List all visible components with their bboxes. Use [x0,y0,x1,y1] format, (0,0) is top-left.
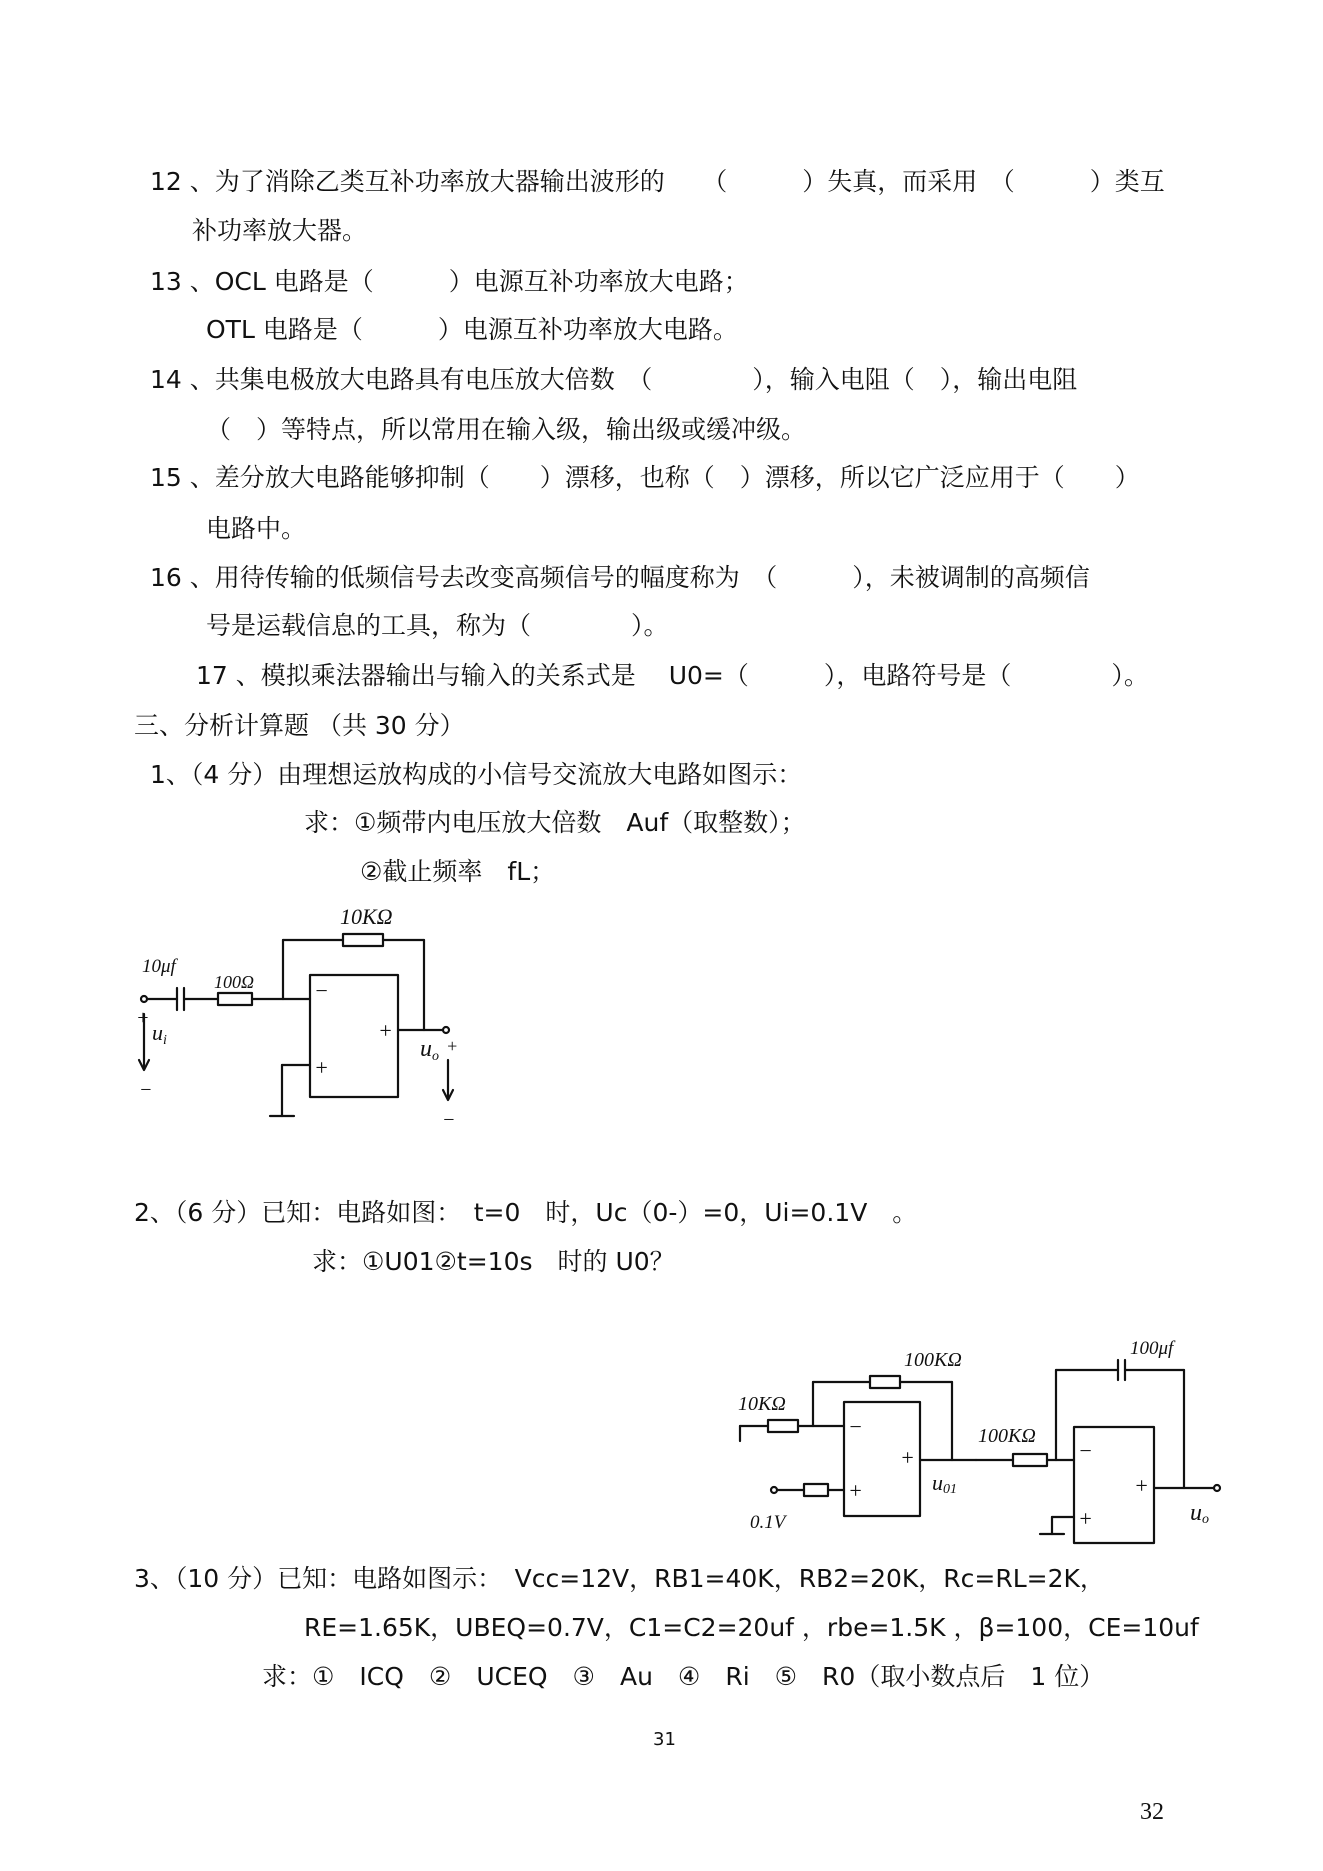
q1-input-resistor [218,993,252,1005]
q2-final-output-label: uo [1190,1500,1209,1527]
q1-feedback-resistor [343,934,383,946]
q1-circuit-diagram [130,900,480,1130]
q1-input-resistor-label: 100Ω [214,972,255,992]
q2-opamp-2-plus: + [1078,1506,1093,1531]
q1-ask2: ②截止频率 fL； [360,857,556,886]
question-12-line2: 补功率放大器。 [192,216,368,245]
q1-input-voltage-label: ui [152,1020,167,1048]
q2-opamp-2-output-sign: + [1134,1473,1149,1498]
q2-stem: 2、（6 分）已知：电路如图： t=0 时，Uc（0-）=0，Ui=0.1V 。 [134,1198,918,1227]
q3-params: RE=1.65K，UBEQ=0.7V，C1=C2=20uf ，rbe=1.5K ，β=100，CE=10uf [304,1613,1199,1642]
q1-input-plus: + [136,1007,150,1029]
q1-output-terminal [443,1027,449,1033]
question-15-line1: 15 、差分放大电路能够抑制（ ）漂移，也称（ ）漂移，所以它广泛应用于（ ） [150,463,1140,492]
q1-stem: 1、（4 分）由理想运放构成的小信号交流放大电路如图示： [150,760,803,789]
question-15-line2: 电路中。 [206,514,307,543]
outer-page-number: 32 [1140,1799,1164,1825]
q1-output-voltage-label: uo [420,1036,439,1064]
question-14-line2: （ ）等特点，所以常用在输入级，输出级或缓冲级。 [206,415,807,444]
q1-input-capacitor-label: 10μf [142,956,176,977]
inner-page-number: 31 [653,1729,676,1750]
q2-feedback-resistor-1-label: 100KΩ [904,1349,962,1371]
q2-mid-output-label: u01 [932,1470,957,1497]
q2-circuit-diagram [728,1330,1253,1540]
q2-input-resistor-1-label: 10KΩ [738,1393,786,1415]
q3-stem: 3、（10 分）已知：电路如图示： Vcc=12V，RB1=40K，RB2=20K，Rc=RL=2K， [134,1564,1105,1593]
q2-input-resistor-plus [804,1484,828,1496]
q2-input-resistor-1 [768,1420,798,1432]
q2-opamp-2-minus: − [1078,1438,1093,1463]
question-14-line1: 14 、共集电极放大电路具有电压放大倍数 （ ），输入电阻（ ），输出电阻 [150,365,1078,394]
section-three-title: 三、分析计算题 （共 30 分） [134,711,465,740]
question-16-line1: 16 、用待传输的低频信号去改变高频信号的幅度称为 （ ），未被调制的高频信 [150,563,1090,592]
q3-ask: 求：① ICQ ② UCEQ ③ Au ④ Ri ⑤ R0（取小数点后 1 位） [262,1662,1105,1691]
question-17-line1: 17 、模拟乘法器输出与输入的关系式是 U0=（ ），电路符号是（ ）。 [196,661,1149,690]
q1-output-plus: + [446,1036,459,1056]
q1-input-minus: − [139,1079,153,1101]
question-13-line2: OTL 电路是（ ）电源互补功率放大电路。 [206,315,738,344]
q2-feedback-resistor-1 [870,1376,900,1388]
q2-output-terminal [1214,1485,1220,1491]
q1-ask1: 求：①频带内电压放大倍数 Auf（取整数）； [304,808,806,837]
q2-opamp-1-output-sign: + [900,1445,915,1470]
q1-feedback-resistor-label: 10KΩ [340,904,393,929]
q2-input-resistor-2 [1013,1454,1047,1466]
q2-opamp-1-minus: − [848,1414,863,1439]
question-13-line1: 13 、OCL 电路是（ ）电源互补功率放大电路； [150,267,749,296]
q2-capacitor-label: 100μf [1130,1338,1174,1359]
question-16-line2: 号是运载信息的工具，称为（ ）。 [206,611,669,640]
question-12-line1: 12 、为了消除乙类互补功率放大器输出波形的 （ ）失真，而采用 （ ）类互 [150,167,1165,196]
q2-input-resistor-2-label: 100KΩ [978,1425,1036,1447]
q1-output-minus: − [442,1109,456,1131]
q1-noninverting-sign: + [314,1055,329,1080]
q2-opamp-1-plus: + [848,1478,863,1503]
q1-output-sign: + [378,1018,393,1043]
q1-inverting-sign: − [314,978,329,1003]
q2-ask: 求：①U01②t=10s 时的 U0？ [312,1247,675,1276]
q2-input-value-label: 0.1V [750,1512,786,1533]
